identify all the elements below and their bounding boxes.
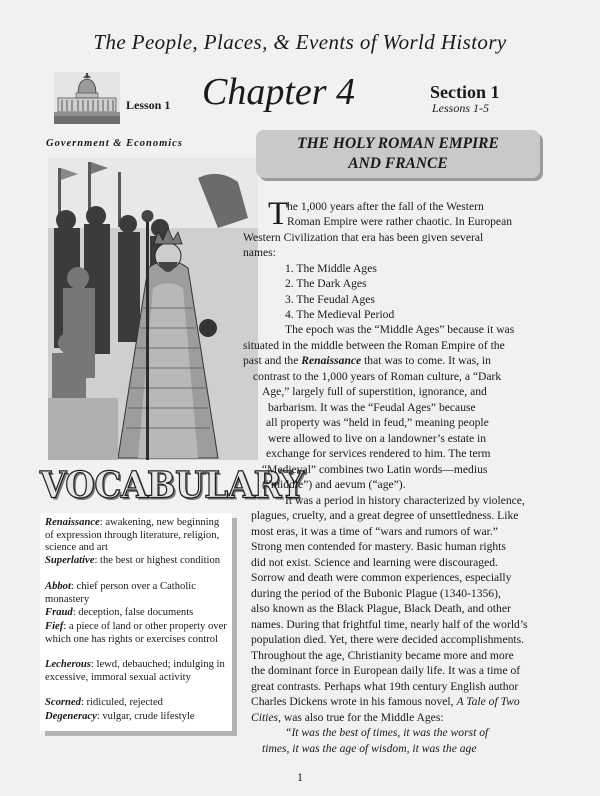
- section-lessons: Lessons 1-5: [432, 101, 490, 115]
- body-line: most eras, it was a time of “wars and rumors of war.”: [251, 525, 498, 538]
- subtitle-line-2: AND FRANCE: [348, 155, 448, 172]
- body-line: Western Civilization that era has been given several: [243, 231, 484, 244]
- body-line: great contrasts. Perhaps what 19th century English author: [251, 680, 519, 693]
- body-line: [251, 695, 520, 708]
- body-line: Roman Empire were rather chaotic. In European: [287, 215, 513, 228]
- novel-title: Cities: [251, 711, 279, 724]
- body-line: exchange for services rendered to him. The term: [266, 447, 491, 460]
- list-item: 3. The Feudal Ages: [285, 293, 375, 306]
- vocab-term: Abbot: [45, 581, 71, 592]
- body-text: that was to come. It was, in: [361, 354, 491, 367]
- body-line: did not exist. Science and learning were discouraged.: [251, 556, 498, 569]
- vocab-definition: : ridiculed, rejected: [80, 697, 163, 708]
- vocab-definition: : lewd, debauched; indulging in excessive, immoral sexual activity: [45, 659, 225, 683]
- vocab-term: Renaissance: [45, 517, 100, 528]
- vocab-term: Degeneracy: [45, 711, 97, 722]
- vocab-entry: [45, 517, 227, 555]
- body-line: situated in the middle between the Roman Empire of the: [243, 339, 505, 352]
- vocab-term: Fief: [45, 621, 64, 632]
- vocab-entry: [45, 711, 227, 724]
- body-line: Age,” largely full of superstition, ignorance, and: [262, 385, 487, 398]
- body-text: past and the: [243, 354, 302, 367]
- body-line: were allowed to live on a landowner’s estate in: [268, 432, 487, 445]
- body-line: all property was “held in feud,” meaning people: [266, 416, 489, 429]
- vocabulary-heading: VOCABULARY: [40, 464, 304, 508]
- quote-line: times, it was the age of wisdom, it was the age: [262, 742, 477, 755]
- body-line: names. During that frightful time, nearly half of the world’s: [251, 618, 528, 631]
- body-text: Charles Dickens wrote in his famous novel,: [251, 695, 457, 708]
- vocab-entry: [45, 607, 227, 620]
- body-text: , was also true for the Middle Ages:: [278, 711, 444, 724]
- vocab-definition: : deception, false documents: [72, 607, 194, 618]
- body-line: (“middle”) and aevum (“age”).: [262, 478, 406, 491]
- body-line: [243, 354, 491, 367]
- vocab-entry: [45, 581, 227, 606]
- subtitle-banner: [256, 130, 540, 178]
- drop-cap: T: [268, 196, 289, 232]
- body-line: barbarism. It was the “Feudal Ages” because: [268, 401, 476, 414]
- vocab-term: Fraud: [45, 607, 73, 618]
- vocabulary-box: [40, 513, 232, 731]
- body-line: also known as the Black Plague, Black Death, and other: [251, 602, 511, 615]
- body-line: he 1,000 years after the fall of the Western: [287, 200, 484, 213]
- list-item: 2. The Dark Ages: [285, 277, 367, 290]
- vocab-entry: [45, 621, 227, 646]
- body-line: plagues, cruelty, and a great degree of unsettledness. Like: [251, 509, 519, 522]
- body-line: The epoch was the “Middle Ages” because it was: [285, 323, 515, 336]
- body-line: during the period of the Bubonic Plague (1340-1356),: [251, 587, 501, 600]
- body-line: Strong men contended for mastery. Basic human rights: [251, 540, 506, 553]
- medieval-emperor-illustration: [48, 158, 258, 460]
- renaissance-term: Renaissance: [301, 354, 362, 367]
- body-line: the dominant force in European daily life. It was a time of: [251, 664, 521, 677]
- list-item: 4. The Medieval Period: [285, 308, 395, 321]
- page-number: 1: [297, 770, 303, 784]
- body-line: names:: [243, 246, 276, 259]
- body-line: It was a period in history characterized by violence,: [285, 494, 525, 507]
- vocab-entry: [45, 697, 227, 710]
- body-line: [251, 711, 444, 724]
- body-line: “Medieval” combines two Latin words—medius: [262, 463, 488, 476]
- vocab-definition: : vulgar, crude lifestyle: [96, 711, 195, 722]
- subtitle-line-1: THE HOLY ROMAN EMPIRE: [297, 135, 499, 152]
- vocab-definition: : a piece of land or other property over which one has rights or exercises control: [45, 621, 227, 645]
- body-line: population died. Yet, there were decided accomplishments.: [251, 633, 525, 646]
- chapter-title: Chapter 4: [202, 71, 356, 113]
- vocab-term: Scorned: [45, 697, 81, 708]
- vocab-definition: : chief person over a Catholic monastery: [45, 581, 196, 605]
- list-item: 1. The Middle Ages: [285, 262, 377, 275]
- novel-title: A Tale of Two: [456, 695, 520, 708]
- body-line: contrast to the 1,000 years of Roman culture, a “Dark: [253, 370, 502, 383]
- capitol-building-icon: [54, 72, 120, 124]
- vocab-entry: [45, 659, 227, 684]
- book-title: The People, Places, & Events of World History: [93, 30, 507, 54]
- quote-line: “It was the best of times, it was the worst of: [285, 726, 489, 739]
- category-label: Government & Economics: [46, 138, 183, 149]
- vocab-term: Superlative: [45, 555, 95, 566]
- vocab-definition: : the best or highest condition: [94, 555, 221, 566]
- body-line: Throughout the age, Christianity became more and more: [251, 649, 514, 662]
- lesson-label: Lesson 1: [126, 98, 171, 112]
- vocab-term: Lecherous: [45, 659, 91, 670]
- section-title: Section 1: [430, 82, 500, 102]
- body-line: Sorrow and death were common experiences, especially: [251, 571, 512, 584]
- vocab-entry: [45, 555, 227, 568]
- vocab-definition: : awakening, new beginning of expression through literature, religion, science and art: [45, 517, 220, 553]
